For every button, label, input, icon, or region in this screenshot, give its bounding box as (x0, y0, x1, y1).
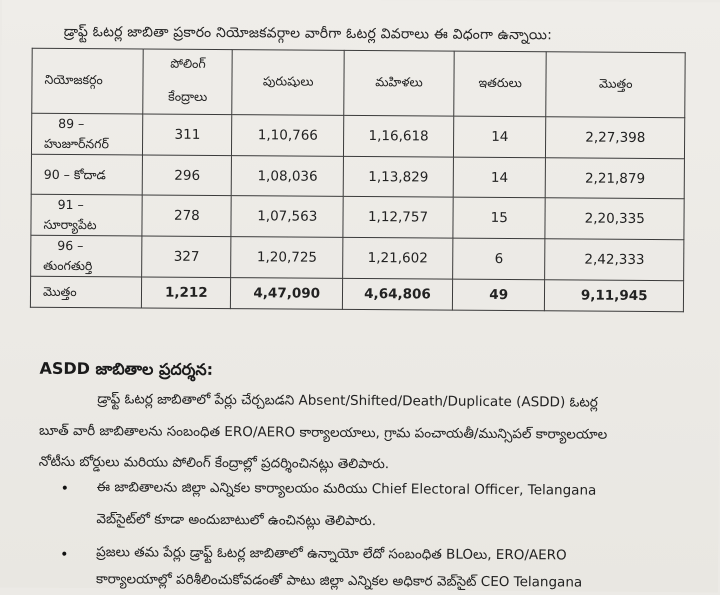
header-constituency: నియోజకర్గం (32, 48, 144, 114)
row-men: 1,10,766 (232, 115, 344, 157)
header-polling-stations (143, 49, 233, 115)
table-row (31, 113, 684, 159)
table-row (31, 194, 684, 240)
row-constituency (31, 113, 143, 155)
row-men: 1,20,725 (231, 237, 343, 279)
row-polling: 296 (142, 155, 231, 196)
row-women: 1,21,602 (343, 237, 453, 279)
row-women: 1,12,757 (343, 196, 453, 238)
total-polling: 1,212 (142, 277, 231, 309)
row-others: 6 (453, 238, 546, 280)
header-others: ఇతరులు (454, 51, 547, 117)
row-constituency (31, 194, 143, 236)
header-women: మహిళలు (344, 50, 454, 116)
row-total: 2,20,335 (545, 198, 684, 240)
row-others: 14 (453, 157, 546, 198)
header-total: మొత్తం (546, 52, 685, 118)
table-header-row (32, 48, 685, 118)
row-total: 2,27,398 (546, 117, 685, 159)
paragraph-line: నోటీసు బోర్డులు మరియు పోలింగ్ కేంద్రాల్లో ప్రదర్శించినట్లు తెలిపారు. (38, 453, 390, 473)
row-constituency (31, 154, 143, 195)
paragraph-line: బూత్ వారీ జాబితాలను సంబంధిత ERO/AERO కార్యాలయాలు, గ్రామ పంచాయతీ/మున్సిపల్ కార్యాలయాల (38, 422, 608, 443)
row-constituency (31, 235, 143, 277)
row-polling: 311 (143, 114, 232, 156)
row-polling: 327 (142, 236, 231, 278)
bullet-line: వెబ్‌సైట్‌లో కూడా అందుబాటులో ఉంచినట్లు తెలిపారు. (96, 511, 377, 530)
row-name-line1: 91 – (57, 196, 84, 213)
table-row (31, 154, 684, 199)
paragraph-line: డ్రాఫ్ట్ ఓటర్ల జాబితాలో పేర్లు చేర్చబడని Absent/Shifted/Death/Duplicate (ASDD) ఓటర్ల (97, 391, 598, 411)
row-women: 1,16,618 (343, 115, 453, 157)
total-women: 4,64,806 (342, 278, 452, 310)
row-men: 1,07,563 (231, 196, 343, 238)
row-total: 2,42,333 (545, 239, 684, 281)
row-total: 2,21,879 (546, 158, 685, 199)
table-row (31, 235, 684, 281)
row-name-line2: తుంగతుర్తి (43, 257, 93, 274)
row-others: 15 (453, 197, 546, 239)
row-others: 14 (453, 116, 546, 158)
total-label: మొత్తం (30, 276, 141, 308)
intro-text: డ్రాఫ్ట్ ఓటర్ల జాబితా ప్రకారం నియోజకవర్గాల వారీగా ఓటర్ల వివరాలు ఈ విధంగా ఉన్నాయి: (63, 23, 553, 44)
bullet-icon: • (60, 546, 69, 563)
table-total-row (30, 276, 683, 312)
header-polling-line1: పోలింగ్ (170, 55, 206, 71)
bullet-line: ఈ జాబితాలను జిల్లా ఎన్నికల కార్యాలయం మరియు Chief Electoral Officer, Telangana (96, 479, 597, 499)
row-name-line1: 89 – (58, 115, 85, 132)
section-heading: ASDD జాబితాల ప్రదర్శన: (39, 358, 214, 379)
total-total: 9,11,945 (545, 280, 684, 312)
header-polling-line2: కేంద్రాలు (168, 88, 208, 104)
row-name-line2: సూర్యాపేట (43, 216, 97, 233)
bullet-icon: • (60, 480, 69, 497)
voter-table (30, 48, 686, 313)
row-men: 1,08,036 (232, 156, 344, 197)
bullet-line: ప్రజలు తమ పేర్లు డ్రాఫ్ట్ ఓటర్ల జాబితాలో ఉన్నాయో లేదో సంబంధిత BLOలు, ERO/AERO (96, 544, 567, 564)
row-name-line2: హుజూర్‌నగర్ (43, 135, 109, 152)
row-name-line1: 90 – కోదాడ (43, 166, 106, 182)
bullet-line: కార్యాలయాల్లో పరిశీలించుకోవడంతో పాటు జిల్లా ఎన్నికల అధికార వెబ్‌సైట్ CEO Telangana (95, 571, 583, 591)
total-men: 4,47,090 (231, 278, 343, 310)
row-name-line1: 96 – (57, 237, 84, 254)
row-polling: 278 (142, 195, 231, 237)
total-others: 49 (452, 279, 545, 311)
row-women: 1,13,829 (343, 156, 453, 197)
header-men: పురుషులు (232, 50, 344, 116)
